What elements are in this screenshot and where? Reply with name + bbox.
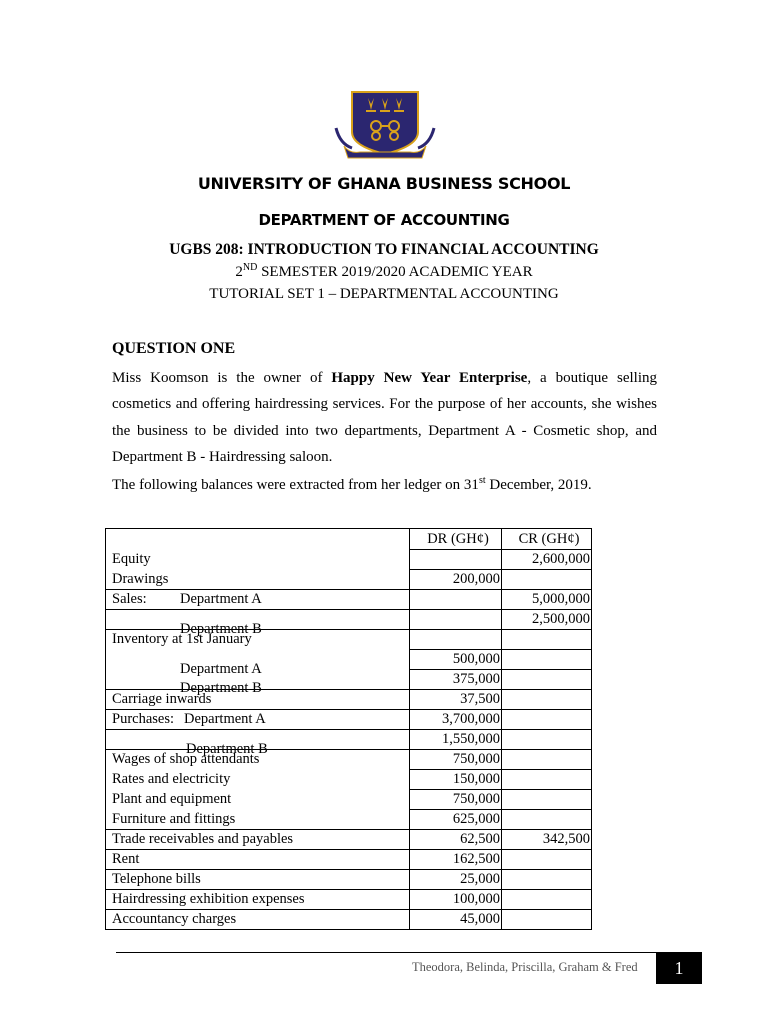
row-label-cell [106, 830, 410, 850]
row-label: Trade receivables and payables [112, 831, 294, 847]
footer-divider [116, 952, 656, 953]
row-sublabel: Department A [180, 591, 262, 607]
row-label: Equity [112, 551, 151, 567]
row-cr-value [502, 650, 592, 670]
row-label-cell [106, 850, 410, 870]
row-label-cell [106, 810, 410, 830]
row-cr-value: 2,600,000 [502, 550, 592, 570]
row-cr-value: 2,500,000 [502, 610, 592, 630]
row-dr-value: 200,000 [410, 570, 502, 590]
row-label: Plant and equipment [112, 791, 232, 807]
table-row [106, 570, 592, 590]
row-dr-value: 375,000 [410, 670, 502, 690]
row-dr-value: 37,500 [410, 690, 502, 710]
table-row [106, 590, 592, 610]
row-label-cell [106, 910, 410, 930]
row-dr-value [410, 590, 502, 610]
row-dr-value [410, 610, 502, 630]
row-sublabel: Department A [184, 711, 266, 727]
course-title: UGBS 208: INTRODUCTION TO FINANCIAL ACCOUNTING [169, 241, 599, 258]
table-row [106, 630, 592, 650]
question-paragraph [112, 365, 657, 470]
table-row [106, 790, 592, 810]
row-dr-value: 500,000 [410, 650, 502, 670]
row-cr-value [502, 910, 592, 930]
row-dr-value: 750,000 [410, 790, 502, 810]
ledger-balances-table [105, 528, 592, 930]
table-row [106, 730, 592, 750]
row-label-cell [106, 870, 410, 890]
semester-line [0, 264, 768, 281]
question-title: QUESTION ONE [112, 340, 236, 357]
row-dr-value [410, 550, 502, 570]
row-label-cell [106, 710, 410, 730]
row-cr-value: 5,000,000 [502, 590, 592, 610]
row-label: Carriage inwards [112, 691, 212, 707]
row-dr-value: 150,000 [410, 770, 502, 790]
page-number: 1 [656, 952, 702, 984]
row-label-cell [106, 590, 410, 610]
row-sublabel: Department B [180, 680, 262, 697]
row-cr-value [502, 870, 592, 890]
row-label: Drawings [112, 570, 169, 587]
row-label: Wages of shop attendants [112, 751, 260, 768]
para-text-1: Miss Koomson is the owner of [112, 370, 332, 386]
row-dr-value: 162,500 [410, 850, 502, 870]
row-label-cell [106, 550, 410, 570]
row-cr-value [502, 750, 592, 770]
header-cr: CR (GH¢) [502, 529, 592, 550]
row-cr-value [502, 810, 592, 830]
row-label: Inventory at 1st January [112, 631, 252, 648]
row-dr-value: 750,000 [410, 750, 502, 770]
row-label: Rent [112, 851, 140, 867]
row-cr-value [502, 570, 592, 590]
table-row [106, 690, 592, 710]
row-label-cell [106, 570, 410, 590]
table-row [106, 870, 592, 890]
row-label-cell [106, 890, 410, 910]
row-cr-value [502, 710, 592, 730]
row-cr-value [502, 770, 592, 790]
row-label-cell [106, 650, 410, 677]
table-row [106, 650, 592, 670]
semester-number: 2 [235, 264, 243, 280]
row-label: Rates and electricity [112, 771, 231, 787]
row-dr-value: 3,700,000 [410, 710, 502, 730]
row-cr-value [502, 630, 592, 650]
row-label: Sales: [112, 591, 147, 607]
row-dr-value: 25,000 [410, 870, 502, 890]
row-label-cell [106, 610, 410, 637]
table-row [106, 810, 592, 830]
tutorial-title: TUTORIAL SET 1 – DEPARTMENTAL ACCOUNTING [209, 286, 559, 302]
row-cr-value [502, 690, 592, 710]
row-dr-value [410, 630, 502, 650]
row-label-cell [106, 670, 410, 697]
header-dr: DR (GH¢) [410, 529, 502, 550]
table-header-row [106, 529, 592, 550]
row-label: Purchases: [112, 711, 175, 727]
table-row [106, 830, 592, 850]
university-crest-logo [330, 88, 440, 160]
row-dr-value: 625,000 [410, 810, 502, 830]
row-cr-value [502, 890, 592, 910]
footer-authors: Theodora, Belinda, Priscilla, Graham & Fred [412, 960, 638, 974]
table-row [106, 550, 592, 570]
row-label: Accountancy charges [112, 911, 237, 927]
row-cr-value [502, 730, 592, 750]
table-row [106, 850, 592, 870]
header-blank-cell [106, 529, 410, 550]
row-sublabel: Department B [180, 620, 262, 637]
table-row [106, 770, 592, 790]
table-row [106, 750, 592, 770]
row-sublabel: Department A [180, 660, 262, 677]
row-label: Telephone bills [112, 871, 201, 887]
row-cr-value [502, 670, 592, 690]
table-row [106, 670, 592, 690]
table-row [106, 610, 592, 630]
row-label-cell [106, 730, 410, 757]
row-label: Hairdressing exhibition expenses [112, 891, 305, 907]
table-row [106, 910, 592, 930]
row-label-cell [106, 790, 410, 810]
table-row [106, 710, 592, 730]
row-cr-value: 342,500 [502, 830, 592, 850]
university-title: UNIVERSITY OF GHANA BUSINESS SCHOOL [197, 174, 571, 193]
row-cr-value [502, 850, 592, 870]
semester-text: SEMESTER 2019/2020 ACADEMIC YEAR [257, 264, 533, 280]
table-row [106, 890, 592, 910]
row-cr-value [502, 790, 592, 810]
semester-superscript: ND [242, 262, 258, 273]
department-title: DEPARTMENT OF ACCOUNTING [258, 211, 510, 229]
balances-text-2: December, 2019. [485, 477, 592, 493]
balances-superscript: st [478, 475, 486, 486]
balances-text-1: The following balances were extracted from her ledger on 31 [112, 477, 479, 493]
row-dr-value: 100,000 [410, 890, 502, 910]
row-dr-value: 45,000 [410, 910, 502, 930]
balances-intro [112, 477, 592, 494]
row-dr-value: 62,500 [410, 830, 502, 850]
enterprise-name: Happy New Year Enterprise [331, 370, 528, 386]
para-text-2: , a boutique selling cosmetics and offering hairdressing services. For the purpose of her accounts, she wishes the business to be divided into two departments, Department A - Cosmetic shop, and Department B - Hairdressing saloon. [112, 370, 658, 465]
row-sublabel: Department B [186, 740, 268, 757]
row-label: Furniture and fittings [112, 810, 236, 827]
row-dr-value: 1,550,000 [410, 730, 502, 750]
row-label-cell [106, 770, 410, 790]
